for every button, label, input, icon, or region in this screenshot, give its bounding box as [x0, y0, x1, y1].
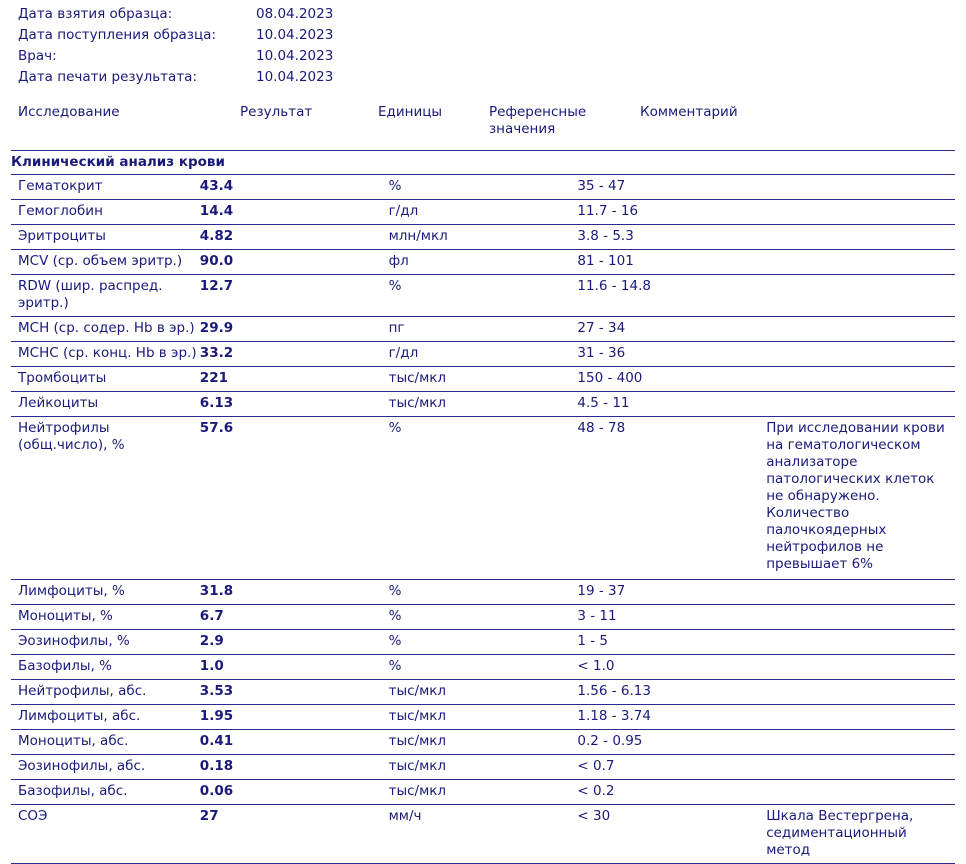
row-comment	[766, 755, 955, 780]
row-name: Нейтрофилы (общ.число), %	[11, 417, 200, 580]
row-unit: тыс/мкл	[389, 705, 578, 730]
column-header-units: Единицы	[378, 104, 443, 120]
table-row	[11, 392, 955, 417]
row-reference: 4.5 - 11	[577, 392, 766, 417]
row-result: 33.2	[200, 342, 389, 367]
row-reference: 19 - 37	[577, 580, 766, 605]
row-name: Гемоглобин	[11, 200, 200, 225]
meta-row	[18, 48, 966, 69]
row-comment	[766, 317, 955, 342]
table-row	[11, 605, 955, 630]
row-result: 221	[200, 367, 389, 392]
row-reference: 48 - 78	[577, 417, 766, 580]
row-result: 12.7	[200, 275, 389, 317]
column-header-investigation: Исследование	[18, 104, 120, 120]
column-header-result: Результат	[240, 104, 313, 120]
row-name: Эритроциты	[11, 225, 200, 250]
meta-value: 10.04.2023	[256, 69, 334, 85]
row-reference: 11.7 - 16	[577, 200, 766, 225]
row-unit: %	[389, 630, 578, 655]
row-comment	[766, 580, 955, 605]
row-result: 90.0	[200, 250, 389, 275]
row-name: Базофилы, %	[11, 655, 200, 680]
table-column-headers	[0, 104, 966, 150]
row-reference: 1.56 - 6.13	[577, 680, 766, 705]
row-name: Лейкоциты	[11, 392, 200, 417]
row-unit: %	[389, 605, 578, 630]
row-reference: < 1.0	[577, 655, 766, 680]
meta-value: 10.04.2023	[256, 48, 334, 64]
row-unit: %	[389, 175, 578, 200]
row-comment	[766, 367, 955, 392]
row-result: 2.9	[200, 630, 389, 655]
row-unit: млн/мкл	[389, 225, 578, 250]
meta-label: Врач:	[18, 48, 57, 64]
row-comment: Шкала Вестергрена, седиментационный метод	[766, 805, 955, 864]
row-name: Эозинофилы, абс.	[11, 755, 200, 780]
row-unit: тыс/мкл	[389, 392, 578, 417]
table-row	[11, 705, 955, 730]
row-unit: %	[389, 655, 578, 680]
row-name: Лимфоциты, абс.	[11, 705, 200, 730]
row-comment	[766, 392, 955, 417]
table-row	[11, 755, 955, 780]
row-result: 6.7	[200, 605, 389, 630]
row-unit: %	[389, 275, 578, 317]
row-result: 43.4	[200, 175, 389, 200]
row-comment	[766, 175, 955, 200]
row-reference: 1.18 - 3.74	[577, 705, 766, 730]
section-title: Клинический анализ крови	[11, 151, 955, 175]
table-row	[11, 630, 955, 655]
row-reference: 1 - 5	[577, 630, 766, 655]
column-header-reference: Референсные значения	[489, 104, 587, 137]
row-name: MCH (ср. содер. Hb в эр.)	[11, 317, 200, 342]
row-result: 1.95	[200, 705, 389, 730]
row-result: 14.4	[200, 200, 389, 225]
row-result: 31.8	[200, 580, 389, 605]
row-unit: %	[389, 580, 578, 605]
table-row	[11, 580, 955, 605]
row-comment	[766, 655, 955, 680]
row-comment	[766, 342, 955, 367]
row-comment	[766, 705, 955, 730]
row-result: 0.18	[200, 755, 389, 780]
row-reference: 81 - 101	[577, 250, 766, 275]
row-comment	[766, 225, 955, 250]
row-name: Лимфоциты, %	[11, 580, 200, 605]
row-name: Базофилы, абс.	[11, 780, 200, 805]
results-table	[11, 150, 955, 864]
row-comment	[766, 605, 955, 630]
row-reference: 3.8 - 5.3	[577, 225, 766, 250]
table-row	[11, 317, 955, 342]
row-unit: тыс/мкл	[389, 755, 578, 780]
results-table-body	[11, 151, 955, 864]
row-unit: %	[389, 417, 578, 580]
row-name: Гематокрит	[11, 175, 200, 200]
row-unit: пг	[389, 317, 578, 342]
table-row	[11, 417, 955, 580]
row-name: Эозинофилы, %	[11, 630, 200, 655]
row-comment	[766, 630, 955, 655]
row-name: Нейтрофилы, абс.	[11, 680, 200, 705]
row-unit: тыс/мкл	[389, 680, 578, 705]
row-unit: тыс/мкл	[389, 367, 578, 392]
meta-row	[18, 27, 966, 48]
row-name: MCV (ср. объем эритр.)	[11, 250, 200, 275]
row-reference: 0.2 - 0.95	[577, 730, 766, 755]
row-name: Моноциты, %	[11, 605, 200, 630]
table-row	[11, 680, 955, 705]
row-comment	[766, 730, 955, 755]
row-result: 0.06	[200, 780, 389, 805]
meta-row	[18, 69, 966, 90]
row-result: 27	[200, 805, 389, 864]
row-result: 0.41	[200, 730, 389, 755]
report-meta-block	[0, 0, 966, 94]
table-row	[11, 805, 955, 864]
row-unit: г/дл	[389, 200, 578, 225]
row-comment	[766, 250, 955, 275]
meta-label: Дата поступления образца:	[18, 27, 216, 43]
row-unit: фл	[389, 250, 578, 275]
row-name: Моноциты, абс.	[11, 730, 200, 755]
table-row	[11, 275, 955, 317]
table-row	[11, 780, 955, 805]
row-result: 57.6	[200, 417, 389, 580]
table-row	[11, 342, 955, 367]
row-reference: < 0.7	[577, 755, 766, 780]
row-result: 29.9	[200, 317, 389, 342]
table-section-header	[11, 151, 955, 175]
row-name: СОЭ	[11, 805, 200, 864]
row-reference: 150 - 400	[577, 367, 766, 392]
row-name: Тромбоциты	[11, 367, 200, 392]
row-comment	[766, 680, 955, 705]
row-comment: При исследовании крови на гематологическом анализаторе патологических клеток не обнаружено. Количество палочкоядерных нейтрофилов не превышает 6%	[766, 417, 955, 580]
row-reference: 35 - 47	[577, 175, 766, 200]
table-row	[11, 730, 955, 755]
row-result: 3.53	[200, 680, 389, 705]
row-name: RDW (шир. распред. эритр.)	[11, 275, 200, 317]
row-reference: < 0.2	[577, 780, 766, 805]
row-name: MCHC (ср. конц. Hb в эр.)	[11, 342, 200, 367]
row-comment	[766, 200, 955, 225]
row-result: 1.0	[200, 655, 389, 680]
table-row	[11, 175, 955, 200]
row-reference: 11.6 - 14.8	[577, 275, 766, 317]
row-unit: мм/ч	[389, 805, 578, 864]
table-row	[11, 225, 955, 250]
table-row	[11, 655, 955, 680]
row-result: 6.13	[200, 392, 389, 417]
meta-row	[18, 6, 966, 27]
row-reference: 31 - 36	[577, 342, 766, 367]
row-result: 4.82	[200, 225, 389, 250]
meta-value: 08.04.2023	[256, 6, 334, 22]
row-unit: тыс/мкл	[389, 780, 578, 805]
row-reference: 27 - 34	[577, 317, 766, 342]
meta-value: 10.04.2023	[256, 27, 334, 43]
row-reference: 3 - 11	[577, 605, 766, 630]
table-row	[11, 367, 955, 392]
meta-label: Дата взятия образца:	[18, 6, 173, 22]
row-comment	[766, 780, 955, 805]
column-header-comment: Комментарий	[640, 104, 738, 120]
row-comment	[766, 275, 955, 317]
table-row	[11, 200, 955, 225]
meta-label: Дата печати результата:	[18, 69, 198, 85]
row-unit: тыс/мкл	[389, 730, 578, 755]
row-reference: < 30	[577, 805, 766, 864]
table-row	[11, 250, 955, 275]
row-unit: г/дл	[389, 342, 578, 367]
